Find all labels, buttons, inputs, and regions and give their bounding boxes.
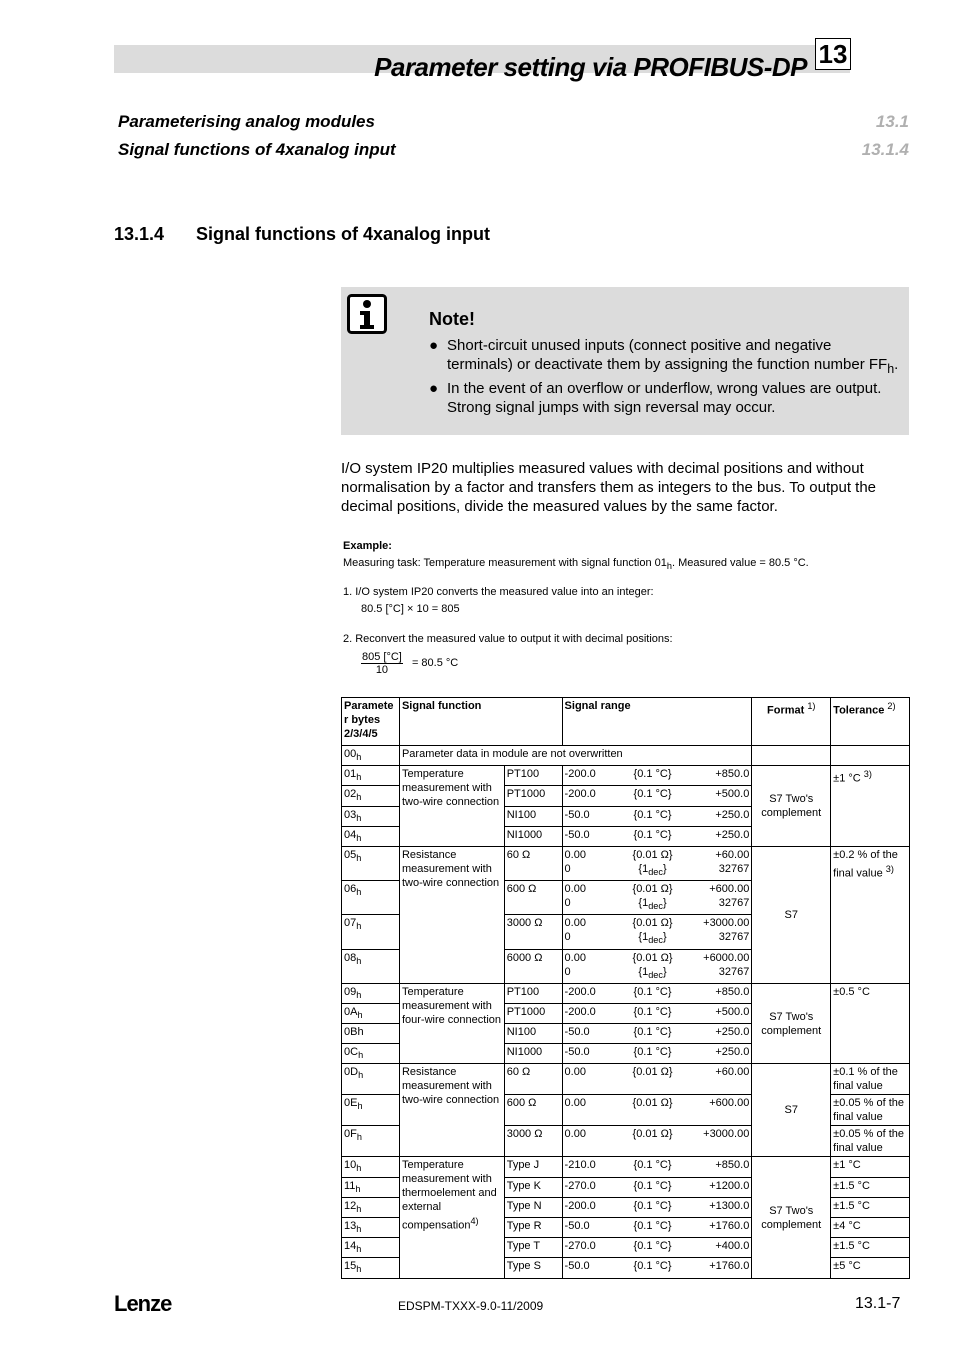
example-step-1-calc: 80.5 [°C] × 10 = 805 xyxy=(361,603,460,615)
param-code: $02_h$ xyxy=(342,786,400,806)
tolerance: ±1 °C $^{3)}$ xyxy=(831,766,910,847)
param-code: $06_h$ xyxy=(342,881,400,915)
sensor-type: Type N xyxy=(504,1197,562,1217)
table-row xyxy=(342,766,910,786)
param-code: $14_h$ xyxy=(342,1238,400,1258)
tolerance: ±1.5 °C xyxy=(831,1197,910,1217)
sensor-type: Type T xyxy=(504,1238,562,1258)
tolerance: ±1.5 °C xyxy=(831,1177,910,1197)
col-format: Format $^{1)}$ xyxy=(752,698,831,746)
format: S7 Two's complement xyxy=(752,1157,831,1278)
signal-range: -200.0 {0.1 °C} +850.0 xyxy=(562,766,752,786)
note-bullet-2: ● In the event of an overflow or underflow, wrong values are output. Strong signal jumps with sign reversal may occur. xyxy=(429,380,882,416)
section-title: Signal functions of 4xanalog input xyxy=(196,224,491,244)
example-task: Measuring task: Temperature measurement with signal function $01_h$. Measured value = 80.5 °C. xyxy=(343,557,809,572)
tolerance: ±4 °C xyxy=(831,1218,910,1238)
signal-range: -210.0 {0.1 °C} +850.0 xyxy=(562,1157,752,1177)
sensor-type: 60 Ω xyxy=(504,846,562,880)
sensor-type: PT100 xyxy=(504,766,562,786)
sensor-type: 60 Ω xyxy=(504,1064,562,1095)
lenze-logo: Lenze xyxy=(114,1291,172,1316)
note-bullet-1: ● Short-circuit unused inputs (connect positive and negative terminals) or deactivate them by assigning the function number $FF_h$. xyxy=(429,337,899,376)
col-function: Signal function xyxy=(399,698,562,746)
signal-range: -200.0 {0.1 °C} +500.0 xyxy=(562,1003,752,1023)
param-code: $09_h$ xyxy=(342,983,400,1003)
sensor-type: PT100 xyxy=(504,983,562,1003)
signal-range: 0.00 {0.01 Ω} +3000.00 xyxy=(562,1126,752,1157)
col-param: Paramete r bytes 2/3/4/5 xyxy=(342,698,400,746)
param-code: $0C_h$ xyxy=(342,1044,400,1064)
format: S7 Two's complement xyxy=(752,766,831,847)
sensor-type: Type K xyxy=(504,1177,562,1197)
tolerance: ±1.5 °C xyxy=(831,1238,910,1258)
tolerance: ±0.1 % of the final value xyxy=(831,1064,910,1095)
info-icon xyxy=(347,294,387,334)
table-row xyxy=(342,1157,910,1177)
signal-range: 0.00 {0.01 Ω} +60.00 xyxy=(562,1064,752,1095)
sensor-type: 600 Ω xyxy=(504,881,562,915)
signal-range: 0.00 {0.01 Ω} +6000.00 0 $\{1_{dec}\}$ 32767 xyxy=(562,949,752,983)
signal-range: -50.0 {0.1 °C} +1760.0 xyxy=(562,1258,752,1278)
param-code: $0F_h$ xyxy=(342,1126,400,1157)
subheading-1-number: 13.1 xyxy=(875,112,909,131)
tolerance: ±1 °C xyxy=(831,1157,910,1177)
page-number: 13.1-7 xyxy=(855,1295,901,1312)
format: S7 xyxy=(752,846,831,983)
signal-function: Temperature measurement with thermoelement and external compensation$^{4)}$ xyxy=(399,1157,504,1278)
col-tolerance: Tolerance $^{2)}$ xyxy=(831,698,910,746)
body-paragraph: I/O system IP20 multiplies measured values with decimal positions and without normalisation by a factor and transfers them as integers to the bus. To output the decimal positions, divide the measured values by the same factor. xyxy=(341,460,877,515)
sensor-type: Type R xyxy=(504,1218,562,1238)
table-row xyxy=(342,983,910,1003)
subheading-1: Parameterising analog modules xyxy=(118,112,375,131)
param-code: $08_h$ xyxy=(342,949,400,983)
signal-range: -270.0 {0.1 °C} +400.0 xyxy=(562,1238,752,1258)
sensor-type: Type S xyxy=(504,1258,562,1278)
param-code: $0A_h$ xyxy=(342,1003,400,1023)
example-label: Example: xyxy=(343,540,392,552)
signal-function: Resistance measurement with two-wire connection xyxy=(399,1064,504,1157)
table-row: $00_h$ Parameter data in module are not overwritten xyxy=(342,746,910,766)
sensor-type: NI1000 xyxy=(504,1044,562,1064)
signal-function: Temperature measurement with four-wire connection xyxy=(399,983,504,1064)
chapter-number: 13 xyxy=(815,38,851,70)
format: S7 xyxy=(752,1064,831,1157)
sensor-type: PT1000 xyxy=(504,786,562,806)
sensor-type: 600 Ω xyxy=(504,1095,562,1126)
sensor-type: NI1000 xyxy=(504,826,562,846)
example-step-2: 2. Reconvert the measured value to output it with decimal positions: xyxy=(343,633,673,645)
param-code: $10_h$ xyxy=(342,1157,400,1177)
page-title: Parameter setting via PROFIBUS-DP xyxy=(374,52,807,82)
example-step-1: 1. I/O system IP20 converts the measured value into an integer: xyxy=(343,586,654,598)
tolerance: ±0.5 °C xyxy=(831,983,910,1064)
param-code: $07_h$ xyxy=(342,915,400,949)
signal-range: 0.00 {0.01 Ω} +3000.00 0 $\{1_{dec}\}$ 32767 xyxy=(562,915,752,949)
signal-function-table xyxy=(341,697,910,1279)
signal-range: -270.0 {0.1 °C} +1200.0 xyxy=(562,1177,752,1197)
sensor-type: NI100 xyxy=(504,806,562,826)
tolerance: ±0.2 % of the final value $^{3)}$ xyxy=(831,846,910,983)
sensor-type: NI100 xyxy=(504,1024,562,1044)
param-code: 0Bh xyxy=(342,1024,400,1044)
document-id: EDSPM-TXXX-9.0-11/2009 xyxy=(398,1299,544,1313)
signal-function: Temperature measurement with two-wire connection xyxy=(399,766,504,847)
example-fraction: $\frac{805 [^\circ C]}{10}$ = 80.5 °C xyxy=(362,651,459,676)
param-code: $0D_h$ xyxy=(342,1064,400,1095)
subheading-2: Signal functions of 4xanalog input xyxy=(118,140,396,159)
signal-range: -50.0 {0.1 °C} +250.0 xyxy=(562,806,752,826)
signal-range: -200.0 {0.1 °C} +500.0 xyxy=(562,786,752,806)
col-range: Signal range xyxy=(562,698,752,746)
table-row xyxy=(342,1064,910,1095)
param-code: $15_h$ xyxy=(342,1258,400,1278)
format: S7 Two's complement xyxy=(752,983,831,1064)
signal-range: 0.00 {0.01 Ω} +60.00 0 $\{1_{dec}\}$ 32767 xyxy=(562,846,752,880)
table-header-row xyxy=(342,698,910,746)
param-code: $01_h$ xyxy=(342,766,400,786)
note-list xyxy=(429,336,901,417)
tolerance: ±5 °C xyxy=(831,1258,910,1278)
section-number: 13.1.4 xyxy=(114,224,165,244)
param-code: $12_h$ xyxy=(342,1197,400,1217)
param-code: $11_h$ xyxy=(342,1177,400,1197)
signal-range: -50.0 {0.1 °C} +250.0 xyxy=(562,1044,752,1064)
signal-range: 0.00 {0.01 Ω} +600.00 xyxy=(562,1095,752,1126)
tolerance: ±0.05 % of the final value xyxy=(831,1126,910,1157)
note-title: Note! xyxy=(429,309,475,329)
sensor-type: 6000 Ω xyxy=(504,949,562,983)
sensor-type: 3000 Ω xyxy=(504,915,562,949)
signal-function: Resistance measurement with two-wire connection xyxy=(399,846,504,983)
param-code: $13_h$ xyxy=(342,1218,400,1238)
signal-range: -200.0 {0.1 °C} +850.0 xyxy=(562,983,752,1003)
sensor-type: 3000 Ω xyxy=(504,1126,562,1157)
param-code: $0E_h$ xyxy=(342,1095,400,1126)
section-heading xyxy=(114,224,490,245)
table-row xyxy=(342,846,910,880)
signal-range: -200.0 {0.1 °C} +1300.0 xyxy=(562,1197,752,1217)
param-code: $05_h$ xyxy=(342,846,400,880)
sensor-type: Type J xyxy=(504,1157,562,1177)
signal-range: -50.0 {0.1 °C} +1760.0 xyxy=(562,1218,752,1238)
signal-range: -50.0 {0.1 °C} +250.0 xyxy=(562,826,752,846)
param-code: $04_h$ xyxy=(342,826,400,846)
signal-range: 0.00 {0.01 Ω} +600.00 0 $\{1_{dec}\}$ 32767 xyxy=(562,881,752,915)
param-code: $03_h$ xyxy=(342,806,400,826)
subheading-2-number: 13.1.4 xyxy=(861,140,909,159)
signal-range: -50.0 {0.1 °C} +250.0 xyxy=(562,1024,752,1044)
sensor-type: PT1000 xyxy=(504,1003,562,1023)
tolerance: ±0.05 % of the final value xyxy=(831,1095,910,1126)
